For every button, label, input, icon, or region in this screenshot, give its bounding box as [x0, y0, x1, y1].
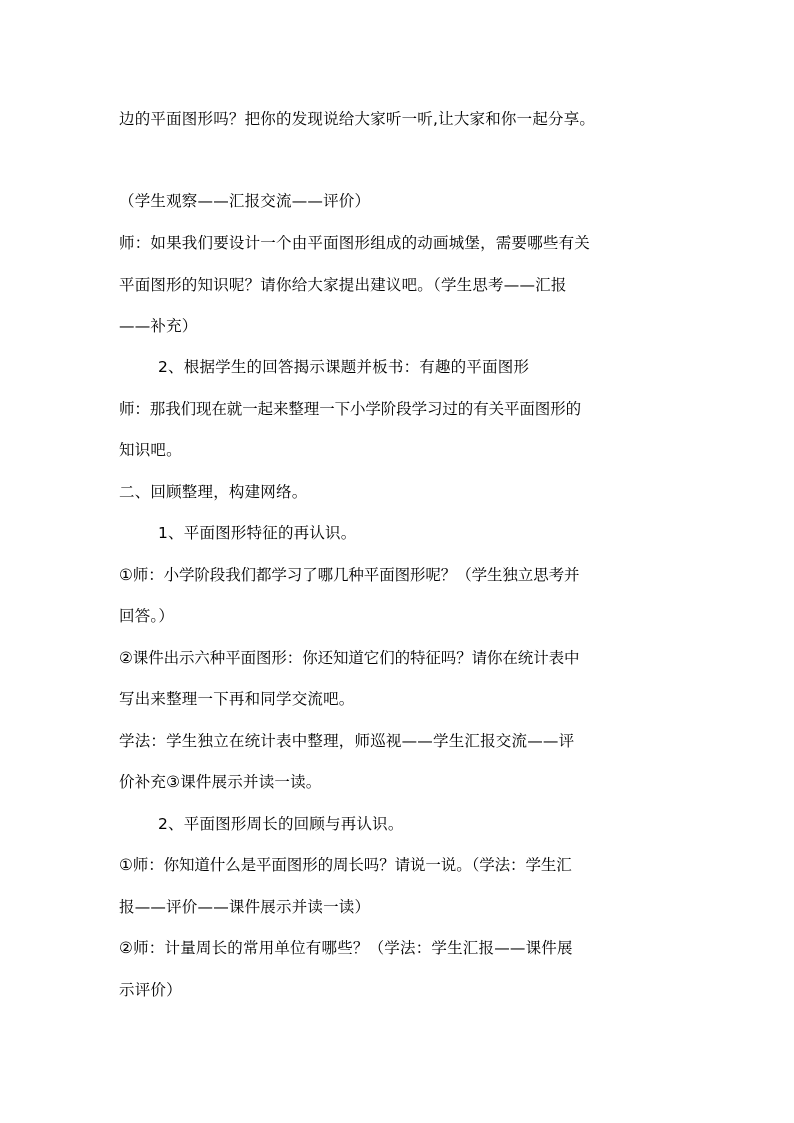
text-line: 示评价）	[119, 981, 182, 999]
text-line: 学法：学生独立在统计表中整理，师巡视——学生汇报交流——评	[119, 732, 575, 750]
text-line: 边的平面图形吗？把你的发现说给大家听一听,让大家和你一起分享。	[119, 110, 596, 128]
text-line: （学生观察——汇报交流——评价）	[119, 192, 371, 210]
text-line: 价补充③课件展示并读一读。	[119, 773, 322, 791]
subsection-heading: 2、平面图形周长的回顾与再认识。	[158, 815, 404, 833]
text-line: ①师：你知道什么是平面图形的周长吗？请说一说。（学法：学生汇	[119, 856, 572, 874]
text-line: ②师：计量周长的常用单位有哪些？（学法：学生汇报——课件展	[119, 939, 573, 957]
text-line: 2、根据学生的回答揭示课题并板书：有趣的平面图形	[158, 358, 530, 376]
text-line: 回答。）	[119, 607, 175, 625]
text-line: ①师：小学阶段我们都学习了哪几种平面图形呢？（学生独立思考并	[119, 566, 580, 584]
section-heading: 二、回顾整理，构建网络。	[119, 483, 308, 501]
text-line: 平面图形的知识呢？请你给大家提出建议吧。（学生思考——汇报	[119, 276, 567, 294]
text-line: 师：如果我们要设计一个由平面图形组成的动画城堡，需要哪些有关	[119, 234, 591, 252]
subsection-heading: 1、平面图形特征的再认识。	[158, 524, 357, 542]
text-line: 写出来整理一下再和同学交流吧。	[119, 690, 355, 708]
text-line: ——补充）	[119, 317, 198, 335]
text-line: ②课件出示六种平面图形：你还知道它们的特征吗？请你在统计表中	[119, 649, 580, 667]
text-line: 知识吧。	[119, 441, 182, 459]
text-line: 师：那我们现在就一起来整理一下小学阶段学习过的有关平面图形的	[119, 400, 582, 418]
text-line: 报——评价——课件展示并读一读）	[119, 898, 371, 916]
